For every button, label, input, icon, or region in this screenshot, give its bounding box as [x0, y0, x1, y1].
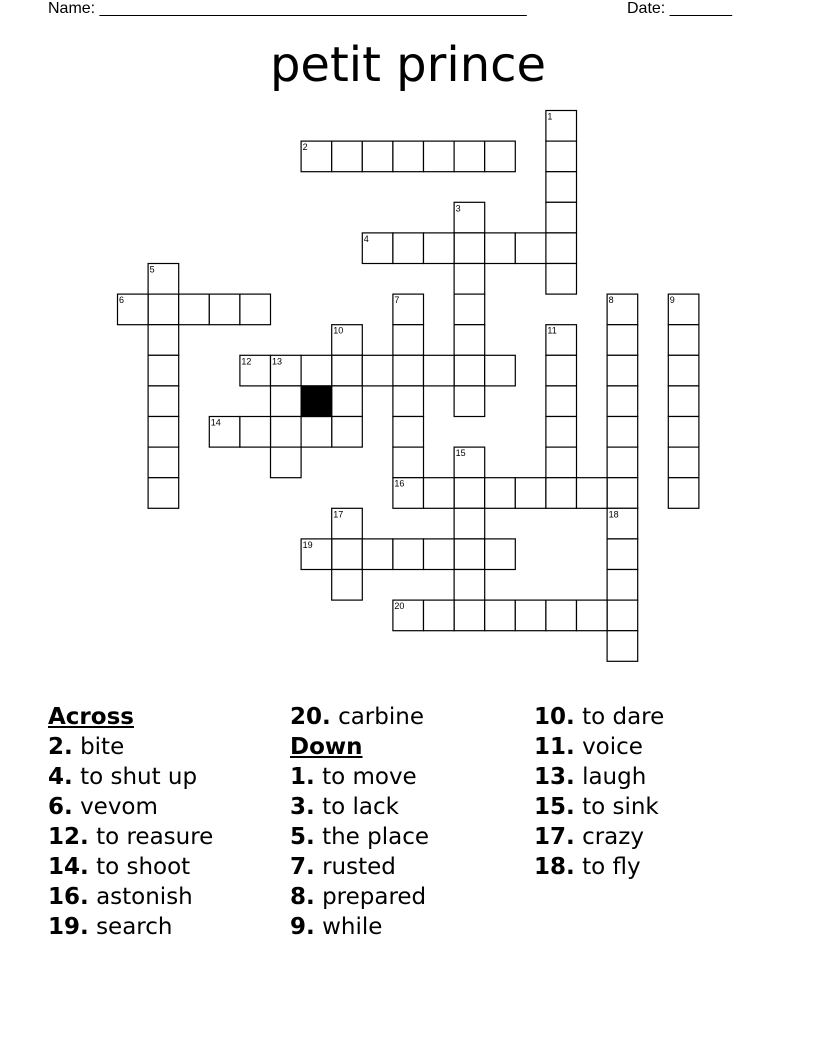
grid-cell[interactable]	[271, 417, 302, 448]
cell-number-17: 17	[333, 509, 344, 520]
grid-cell[interactable]	[148, 386, 179, 417]
grid-cell[interactable]	[668, 325, 699, 356]
grid-cell[interactable]	[485, 355, 516, 386]
grid-cell[interactable]	[209, 294, 240, 325]
grid-cell[interactable]	[332, 141, 363, 172]
grid-cell[interactable]	[454, 233, 485, 264]
puzzle-title: petit prince	[269, 37, 547, 93]
grid-cell[interactable]	[485, 141, 516, 172]
clue-across-20: 20. carbine	[290, 704, 424, 730]
clue-column-3	[534, 702, 774, 882]
clue-down-5: 5. the place	[290, 824, 429, 850]
clue-column-2	[290, 702, 530, 942]
grid-cell[interactable]	[607, 386, 638, 417]
cell-number-15: 15	[455, 448, 466, 459]
grid-cell[interactable]	[393, 386, 424, 417]
grid-cell[interactable]	[393, 539, 424, 570]
grid-cell[interactable]	[515, 600, 546, 631]
grid-cell[interactable]	[424, 478, 455, 509]
cell-number-19: 19	[302, 539, 313, 550]
grid-cell[interactable]	[546, 172, 577, 203]
grid-cell[interactable]	[607, 355, 638, 386]
clue-down-13: 13. laugh	[534, 764, 647, 790]
clue-across-4: 4. to shut up	[48, 764, 198, 790]
grid-cell[interactable]	[546, 264, 577, 295]
grid-cell[interactable]	[301, 355, 332, 386]
grid-cell[interactable]	[607, 600, 638, 631]
grid-cell[interactable]	[454, 508, 485, 539]
grid-cell[interactable]	[240, 417, 271, 448]
grid-cell[interactable]	[454, 141, 485, 172]
grid-cell[interactable]	[546, 355, 577, 386]
grid-cell[interactable]	[301, 417, 332, 448]
grid-cell[interactable]	[362, 141, 393, 172]
grid-cell[interactable]	[546, 202, 577, 233]
clue-down-3: 3. to lack	[290, 794, 399, 820]
grid-cell[interactable]	[240, 294, 271, 325]
grid-cell[interactable]	[668, 478, 699, 509]
grid-cell[interactable]	[424, 233, 455, 264]
grid-cell[interactable]	[424, 600, 455, 631]
cell-number-11: 11	[547, 325, 557, 336]
grid-cell[interactable]	[607, 539, 638, 570]
grid-cell[interactable]	[515, 478, 546, 509]
grid-cell[interactable]	[607, 631, 638, 662]
clue-down-7: 7. rusted	[290, 854, 396, 880]
grid-cell[interactable]	[424, 355, 455, 386]
cell-number-13: 13	[272, 356, 283, 367]
cell-number-16: 16	[394, 478, 405, 489]
grid-cell[interactable]	[362, 539, 393, 570]
cell-number-8: 8	[608, 295, 614, 306]
grid-cell[interactable]	[454, 386, 485, 417]
grid-cell[interactable]	[271, 386, 302, 417]
grid-cell[interactable]	[179, 294, 210, 325]
cell-number-5: 5	[149, 264, 155, 275]
grid-cell[interactable]	[546, 478, 577, 509]
clue-down-9: 9. while	[290, 914, 383, 940]
grid-cell[interactable]	[332, 355, 363, 386]
grid-cell[interactable]	[148, 447, 179, 478]
grid-cell[interactable]	[454, 264, 485, 295]
grid-cell[interactable]	[148, 478, 179, 509]
grid-cell[interactable]	[607, 325, 638, 356]
grid-cell[interactable]	[577, 478, 608, 509]
date-field-label[interactable]: Date: _______	[627, 0, 732, 17]
grid-cell[interactable]	[668, 447, 699, 478]
cell-number-10: 10	[333, 325, 344, 336]
grid-cell[interactable]	[577, 600, 608, 631]
grid-cell[interactable]	[668, 386, 699, 417]
grid-cell[interactable]	[454, 355, 485, 386]
down-heading: Down	[290, 734, 363, 760]
grid-cell[interactable]	[148, 325, 179, 356]
grid-cell[interactable]	[454, 539, 485, 570]
grid-cell[interactable]	[332, 570, 363, 601]
grid-cell[interactable]	[332, 417, 363, 448]
grid-cell[interactable]	[454, 600, 485, 631]
grid-cell[interactable]	[546, 386, 577, 417]
grid-cell[interactable]	[515, 233, 546, 264]
grid-cell[interactable]	[393, 355, 424, 386]
grid-cell[interactable]	[393, 325, 424, 356]
clue-down-1: 1. to move	[290, 764, 417, 790]
grid-cell[interactable]	[148, 294, 179, 325]
clue-down-11: 11. voice	[534, 734, 643, 760]
grid-cell[interactable]	[148, 355, 179, 386]
grid-cell[interactable]	[668, 417, 699, 448]
grid-cell[interactable]	[607, 417, 638, 448]
grid-cell[interactable]	[546, 141, 577, 172]
clue-across-12: 12. to reasure	[48, 824, 214, 850]
grid-cell[interactable]	[607, 478, 638, 509]
grid-cell[interactable]	[454, 294, 485, 325]
grid-cell[interactable]	[546, 447, 577, 478]
cell-number-20: 20	[394, 601, 405, 612]
grid-cell[interactable]	[454, 570, 485, 601]
cell-number-14: 14	[210, 417, 221, 428]
grid-cell[interactable]	[607, 570, 638, 601]
clue-across-19: 19. search	[48, 914, 173, 940]
grid-cell[interactable]	[393, 447, 424, 478]
cell-number-12: 12	[241, 356, 252, 367]
grid-cell[interactable]	[485, 539, 516, 570]
grid-cell-blocked	[301, 386, 332, 417]
grid-cell[interactable]	[393, 417, 424, 448]
grid-cell[interactable]	[393, 141, 424, 172]
grid-cell[interactable]	[393, 233, 424, 264]
grid-cell[interactable]	[454, 478, 485, 509]
grid-cell[interactable]	[607, 447, 638, 478]
clue-across-2: 2. bite	[48, 734, 125, 760]
grid-cell[interactable]	[485, 478, 516, 509]
clue-down-10: 10. to dare	[534, 704, 665, 730]
grid-cell[interactable]	[546, 233, 577, 264]
grid-cell[interactable]	[546, 600, 577, 631]
cell-number-4: 4	[363, 233, 369, 244]
cell-number-7: 7	[394, 295, 400, 306]
clue-across-14: 14. to shoot	[48, 854, 191, 880]
cell-number-2: 2	[302, 142, 308, 153]
cell-number-6: 6	[119, 295, 125, 306]
grid-cell[interactable]	[424, 141, 455, 172]
grid-cell[interactable]	[332, 539, 363, 570]
grid-cell[interactable]	[485, 600, 516, 631]
grid-cell[interactable]	[546, 417, 577, 448]
grid-cell[interactable]	[424, 539, 455, 570]
clue-column-1	[48, 702, 288, 942]
cell-number-9: 9	[669, 295, 675, 306]
cell-number-18: 18	[608, 509, 619, 520]
grid-cell[interactable]	[454, 325, 485, 356]
clue-down-18: 18. to fly	[534, 854, 641, 880]
clue-across-16: 16. astonish	[48, 884, 193, 910]
grid-cell[interactable]	[668, 355, 699, 386]
cell-number-3: 3	[455, 203, 461, 214]
grid-cell[interactable]	[362, 355, 393, 386]
across-heading: Across	[48, 704, 134, 730]
name-field-label[interactable]: Name: ________________________________________________	[48, 0, 527, 17]
clue-down-17: 17. crazy	[534, 824, 644, 850]
clue-down-8: 8. prepared	[290, 884, 427, 910]
grid-cell[interactable]	[485, 233, 516, 264]
clue-across-6: 6. vevom	[48, 794, 158, 820]
grid-cell[interactable]	[332, 386, 363, 417]
cell-number-1: 1	[547, 111, 553, 122]
grid-cell[interactable]	[148, 417, 179, 448]
grid-cell[interactable]	[271, 447, 302, 478]
clue-down-15: 15. to sink	[534, 794, 659, 820]
